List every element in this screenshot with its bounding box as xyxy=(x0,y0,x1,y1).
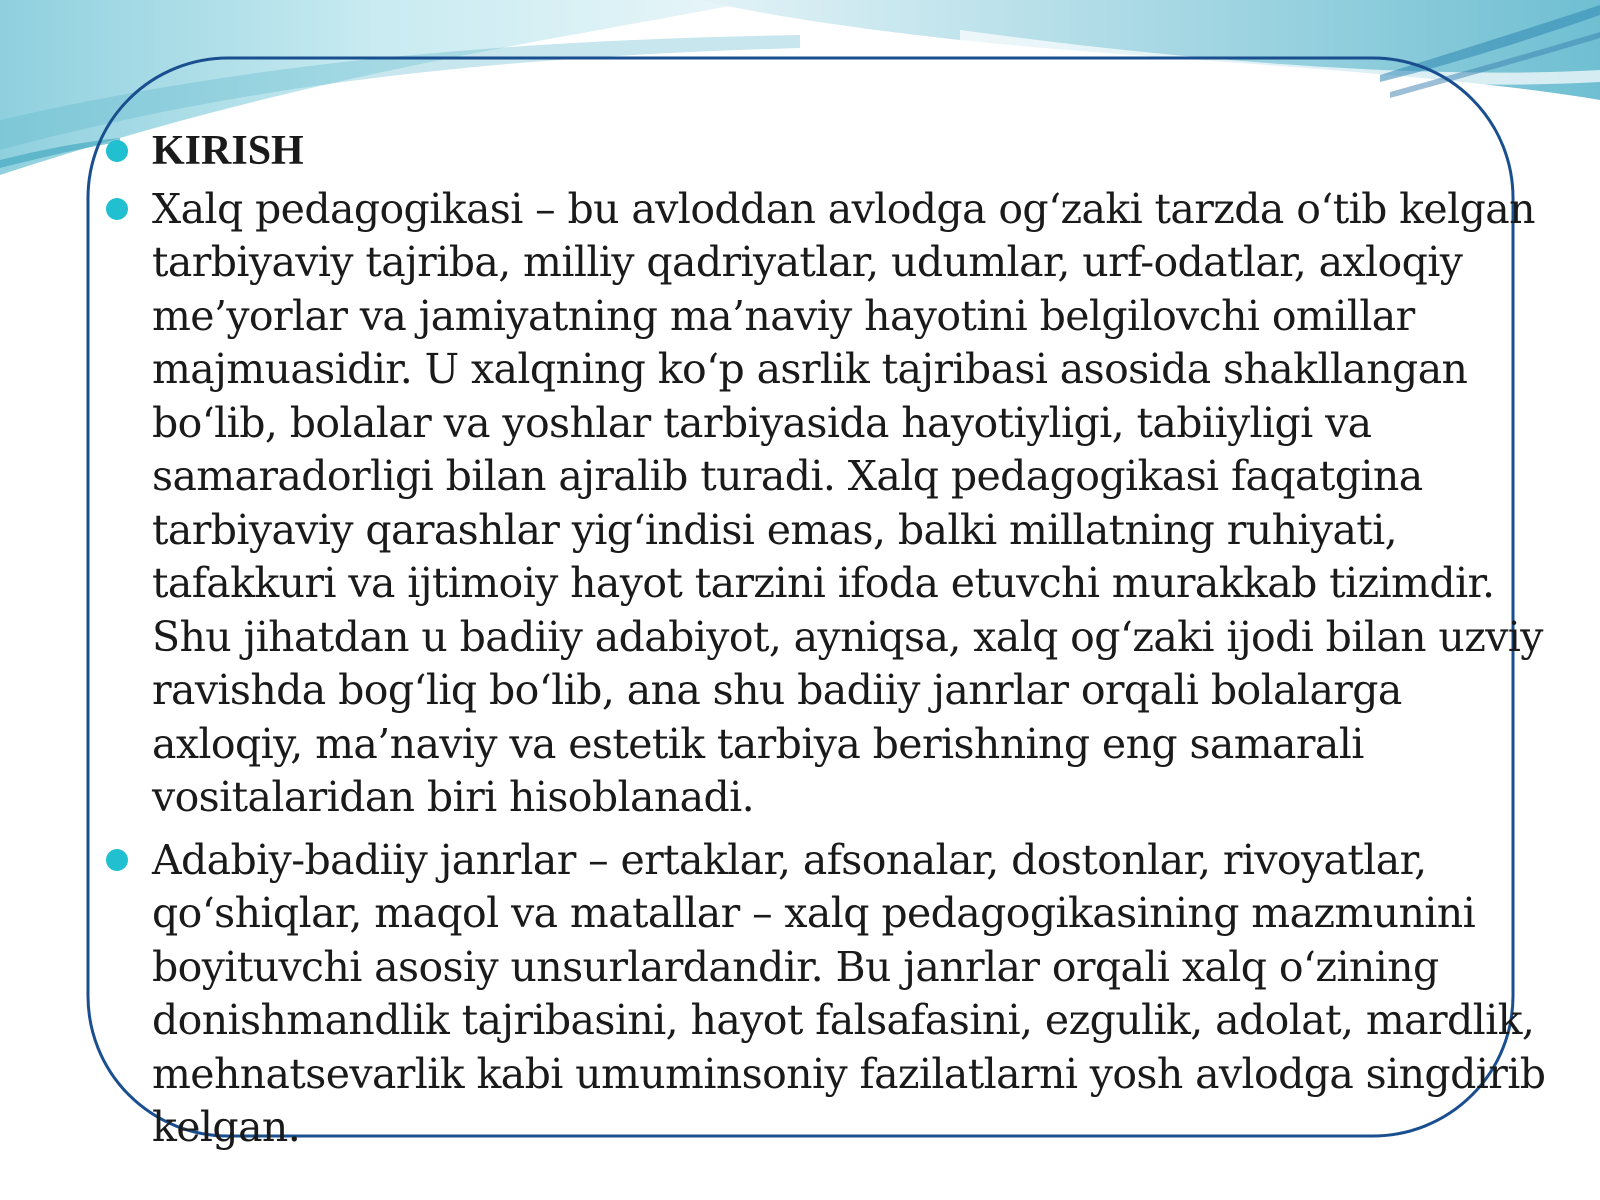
bullet-dot-icon xyxy=(106,849,128,871)
bullet-paragraph-2 xyxy=(100,834,1560,1155)
bullet-dot-icon xyxy=(106,140,128,162)
bullet-list xyxy=(100,125,1560,1164)
bullet-heading xyxy=(100,125,1560,179)
bullet-dot-icon xyxy=(106,198,128,220)
paragraph-2-text: Adabiy-badiiy janrlar – ertaklar, afsonalar, dostonlar, rivoyatlar, qo‘shiqlar, maqol va matallar – xalq pedagogikasining mazmunini boyituvchi asosiy unsurlardandir. Bu janrlar orqali xalq o‘zining donishmandlik tajribasini, hayot falsafasini, ezgulik, adolat, mardlik, mehnatsevarlik kabi umuminsoniy fazilatlarni yosh avlodga singdirib kelgan. xyxy=(152,835,1546,1151)
heading-text: KIRISH xyxy=(152,128,304,174)
paragraph-1-text: Xalq pedagogikasi – bu avloddan avlodga og‘zaki tarzda o‘tib kelgan tarbiyaviy tajriba, milliy qadriyatlar, udumlar, urf-odatlar, axloqiy me’yorlar va jamiyatning ma’naviy hayotini belgilovchi omillar majmuasidir. U xalqning ko‘p asrlik tajribasi asosida shakllangan bo‘lib, bolalar va yoshlar tarbiyasida hayotiyligi, tabiiyligi va samaradorligi bilan ajralib turadi. Xalq pedagogikasi faqatgina tarbiyaviy qarashlar yig‘indisi emas, balki millatning ruhiyati, tafakkuri va ijtimoiy hayot tarzini ifoda etuvchi murakkab tizimdir. Shu jihatdan u badiiy adabiyot, ayniqsa, xalq og‘zaki ijodi bilan uzviy ravishda bog‘liq bo‘lib, ana shu badiiy janrlar orqali bolalarga axloqiy, ma’naviy va estetik tarbiya berishning eng samarali vositalaridan biri hisoblanadi. xyxy=(152,184,1543,821)
bullet-paragraph-1 xyxy=(100,183,1560,825)
